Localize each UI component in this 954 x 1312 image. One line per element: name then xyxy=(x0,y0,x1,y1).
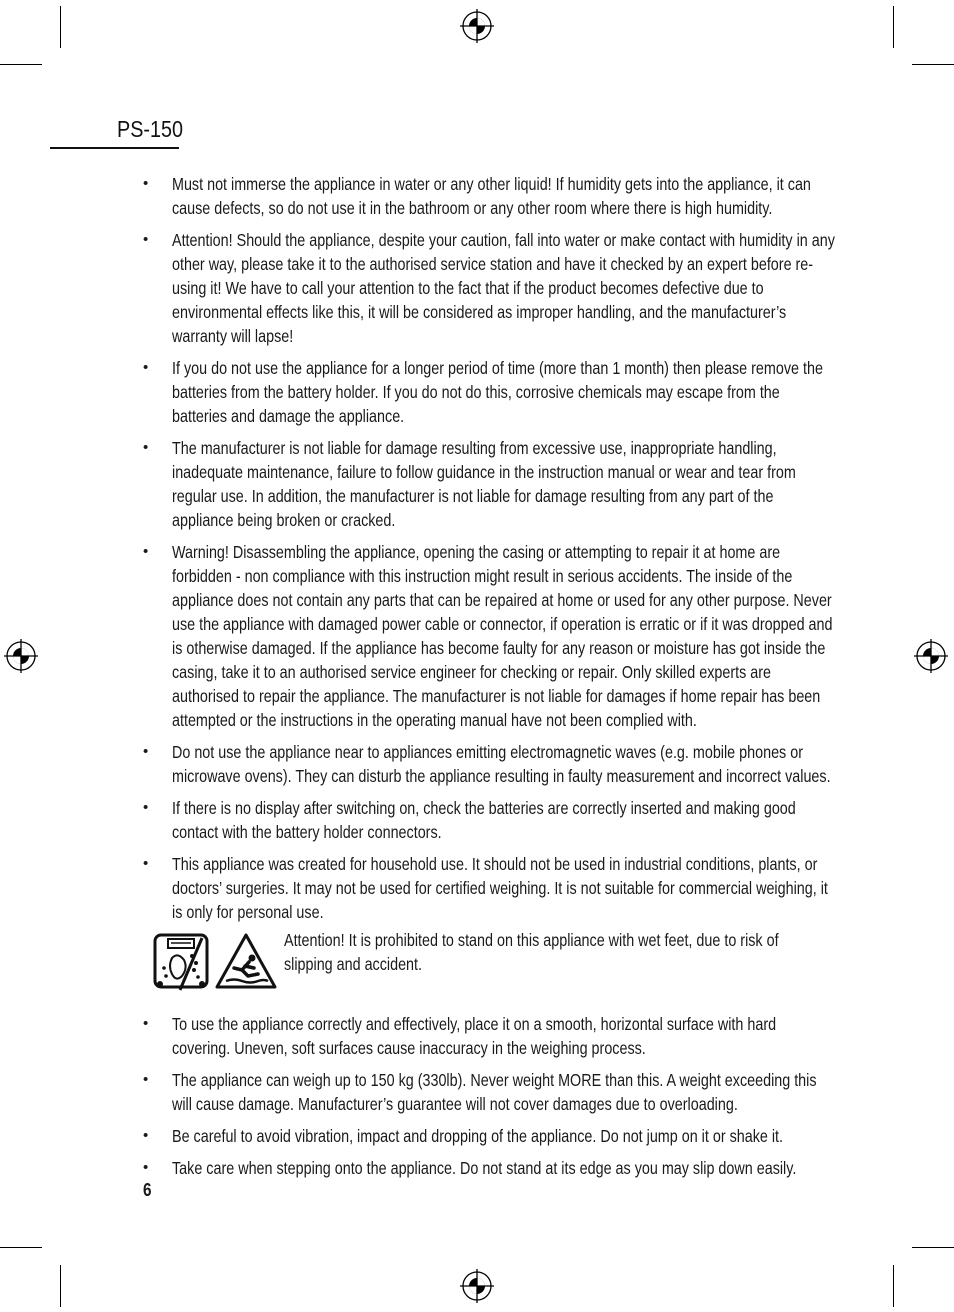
bullet-icon: • xyxy=(143,1159,149,1176)
attention-block xyxy=(140,928,900,1004)
list-item-text: If you do not use the appliance for a longer period of time (more than 1 month) then please remove the batteries from the battery holder. If you do not do this, corrosive chemicals may escape from the batteries and damage the appliance. xyxy=(172,358,823,426)
list-item-text: This appliance was created for household use. It should not be used in industrial conditions, plants, or doctors’ surgeries. It may not be used for certified weighing. It is not suitable for commercial weighing, it is only for personal use. xyxy=(172,854,828,922)
list-item-text: To use the appliance correctly and effectively, place it on a smooth, horizontal surface with hard covering. Uneven, soft surfaces cause inaccuracy in the weighing process. xyxy=(172,1014,777,1058)
bullet-icon: • xyxy=(143,855,149,872)
list-item xyxy=(140,172,900,220)
list-item xyxy=(140,1156,900,1180)
crop-mark xyxy=(0,1247,42,1248)
registration-mark-icon xyxy=(914,639,948,673)
bullet-icon: • xyxy=(143,799,149,816)
crop-mark xyxy=(893,1265,894,1307)
list-item-text: If there is no display after switching on, check the batteries are correctly inserted and making good contact with the battery holder connectors. xyxy=(172,798,796,842)
slip-warning-icon xyxy=(214,932,278,992)
attention-note-text: Attention! It is prohibited to stand on this appliance with wet feet, due to risk of slipping and accident. xyxy=(284,930,779,974)
list-item xyxy=(140,1068,900,1116)
list-item xyxy=(140,436,900,532)
list-item xyxy=(140,356,900,428)
no-wet-feet-scale-icon xyxy=(152,932,212,992)
attention-note xyxy=(284,928,944,976)
list-item-text: Must not immerse the appliance in water or any other liquid! If humidity gets into the appliance, it can cause defects, so do not use it in the bathroom or any other room where there is high humidity. xyxy=(172,174,811,218)
crop-mark xyxy=(60,6,61,48)
title-underline xyxy=(50,147,179,149)
safety-instructions xyxy=(140,172,900,1188)
list-item xyxy=(140,228,900,348)
list-item xyxy=(140,796,900,844)
list-item xyxy=(140,540,900,732)
registration-mark-icon xyxy=(460,1269,494,1303)
bullet-icon: • xyxy=(143,1015,149,1032)
bullet-icon: • xyxy=(143,1071,149,1088)
list-item-text: Attention! Should the appliance, despite your caution, fall into water or make contact with humidity in any other way, please take it to the authorised service station and have it checked by an expert before re-using it! We have to call your attention to the fact that if the product becomes defective due to environmental effects like this, it will be considered as improper handling, and the manufacturer’s warranty will lapse! xyxy=(172,230,835,346)
bullet-list-part2 xyxy=(140,1012,900,1180)
crop-mark xyxy=(893,6,894,48)
bullet-icon: • xyxy=(143,543,149,560)
list-item-text: Be careful to avoid vibration, impact and dropping of the appliance. Do not jump on it or shake it. xyxy=(172,1126,784,1146)
list-item xyxy=(140,1012,900,1060)
bullet-icon: • xyxy=(143,743,149,760)
list-item xyxy=(140,1124,900,1148)
bullet-icon: • xyxy=(143,1127,149,1144)
bullet-list-part1 xyxy=(140,172,900,924)
bullet-icon: • xyxy=(143,439,149,456)
bullet-icon: • xyxy=(143,231,149,248)
list-item xyxy=(140,852,900,924)
crop-mark xyxy=(912,1247,954,1248)
page-number: 6 xyxy=(143,1180,152,1200)
model-title: PS-150 xyxy=(117,116,183,142)
crop-mark xyxy=(60,1265,61,1307)
list-item-text: Take care when stepping onto the appliance. Do not stand at its edge as you may slip down easily. xyxy=(172,1158,797,1178)
list-item-text: The appliance can weigh up to 150 kg (330lb). Never weight MORE than this. A weight exceeding this will cause damage. Manufacturer’s guarantee will not cover damages due to overloading. xyxy=(172,1070,817,1114)
list-item-text: Do not use the appliance near to appliances emitting electromagnetic waves (e.g. mobile phones or microwave ovens). They can disturb the appliance resulting in faulty measurement and incorrect values. xyxy=(172,742,831,786)
bullet-icon: • xyxy=(143,359,149,376)
registration-mark-icon xyxy=(460,9,494,43)
list-item-text: Warning! Disassembling the appliance, opening the casing or attempting to repair it at home are forbidden - non compliance with this instruction might result in serious accidents. The inside of the appliance does not contain any parts that can be repaired at home or used for any other purpose. Never use the appliance with damaged power cable or connector, if operation is erratic or if it was dropped and is otherwise damaged. If the appliance has become faulty for any reason or moisture has got inside the casing, take it to an authorised service engineer for checking or repair. Only skilled experts are authorised to repair the appliance. The manufacturer is not liable for damages if home repair has been attempted or the instructions in the operating manual have not been complied with. xyxy=(172,542,833,730)
registration-mark-icon xyxy=(4,639,38,673)
list-item xyxy=(140,740,900,788)
list-item-text: The manufacturer is not liable for damage resulting from excessive use, inappropriate handling, inadequate maintenance, failure to follow guidance in the instruction manual or wear and tear from regular use. In addition, the manufacturer is not liable for damage resulting from any part of the appliance being broken or cracked. xyxy=(172,438,796,530)
crop-mark xyxy=(912,64,954,65)
crop-mark xyxy=(0,64,42,65)
bullet-icon: • xyxy=(143,175,149,192)
